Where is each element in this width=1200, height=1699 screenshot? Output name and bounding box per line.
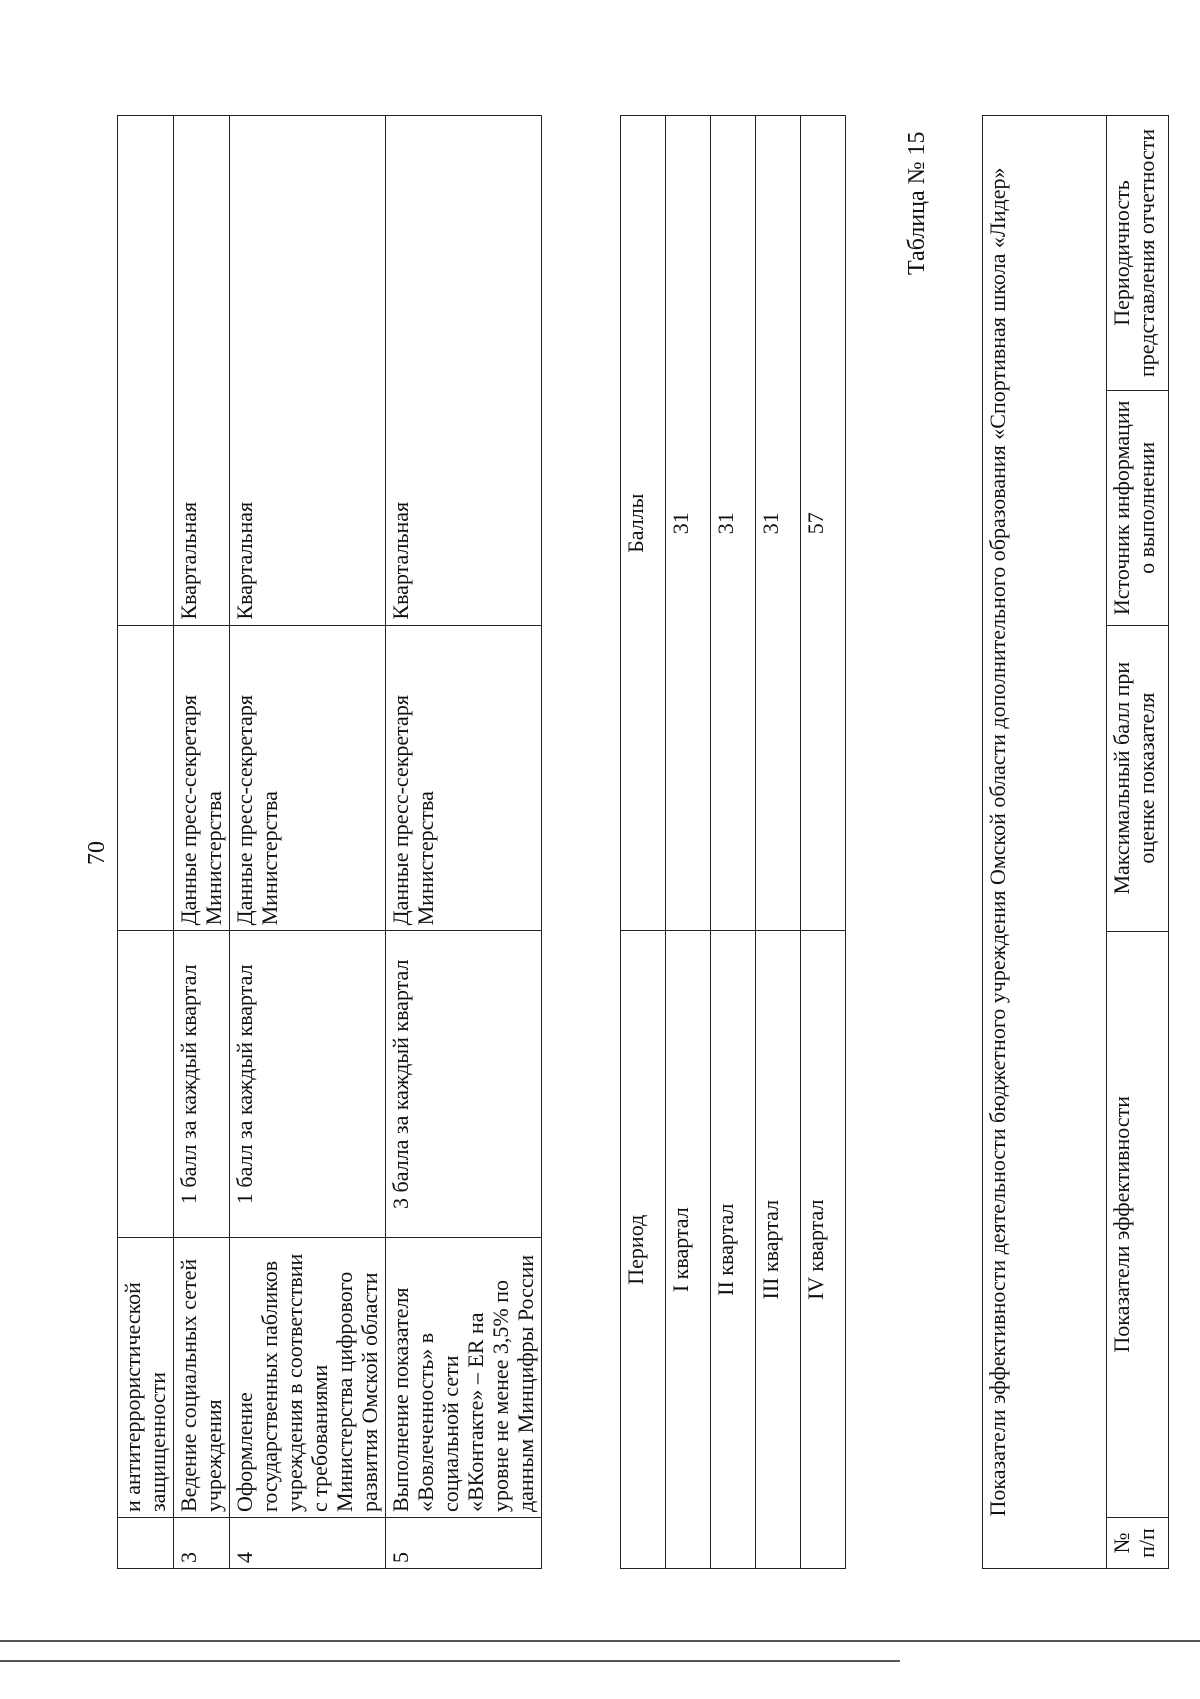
row-number: 5 — [386, 1518, 542, 1569]
period-cell — [118, 116, 174, 626]
period-header: Период — [621, 931, 666, 1569]
table-row — [230, 116, 386, 1569]
indicator-cell: Выполнение показателя «Вовлеченность» в социальной сети «ВКонтакте» – ER на уровне не менее 3,5% по данным Минцифры России — [386, 1238, 542, 1518]
score-cell: 1 балл за каждый квартал — [230, 931, 386, 1238]
indicators-table-continued — [117, 115, 542, 1569]
quarter-scores-table — [620, 115, 846, 1569]
table-title: Показатели эффективности деятельности бюджетного учреждения Омской области дополнительного образования «Спортивная школа «Лидер» — [983, 116, 1107, 1569]
source-cell: Данные пресс-секретаря Министерства — [230, 625, 386, 931]
source-cell: Данные пресс-секретаря Министерства — [386, 625, 542, 931]
table-row — [666, 116, 711, 1569]
period-cell: Квартальная — [230, 116, 386, 626]
table-row — [118, 116, 174, 1569]
page-number: 70 — [84, 841, 110, 865]
points-cell: 31 — [711, 116, 756, 931]
scan-edge-line — [0, 1660, 900, 1662]
indicator-cell: Ведение социальных сетей учреждения — [174, 1238, 230, 1518]
score-cell — [118, 931, 174, 1238]
table-row — [801, 116, 846, 1569]
points-cell: 57 — [801, 116, 846, 931]
period-cell: III квартал — [756, 931, 801, 1569]
table-header-row — [621, 116, 666, 1569]
table-row — [386, 116, 542, 1569]
table-title-row — [983, 116, 1107, 1569]
table-row — [174, 116, 230, 1569]
source-cell: Данные пресс-секретаря Министерства — [174, 625, 230, 931]
row-number: 3 — [174, 1518, 230, 1569]
period-cell: Квартальная — [174, 116, 230, 626]
points-header: Баллы — [621, 116, 666, 931]
period-cell: II квартал — [711, 931, 756, 1569]
indicator-cell: и антитеррористической защищенности — [118, 1238, 174, 1518]
row-number — [118, 1518, 174, 1569]
period-cell: IV квартал — [801, 931, 846, 1569]
table-header-row — [1107, 116, 1169, 1569]
score-cell: 3 балла за каждый квартал — [386, 931, 542, 1238]
table-number: Таблица № 15 — [904, 131, 930, 275]
score-cell: 1 балл за каждый квартал — [174, 931, 230, 1238]
indicator-cell: Оформление государственных пабликов учреждения в соответствии с требованиями Министерства цифрового развития Омской области — [230, 1238, 386, 1518]
scan-edge-line — [0, 1640, 1200, 1642]
points-cell: 31 — [756, 116, 801, 931]
max-score-header: Максимальный балл при оценке показателя — [1107, 625, 1169, 931]
table-row — [711, 116, 756, 1569]
row-number: 4 — [230, 1518, 386, 1569]
table-row — [756, 116, 801, 1569]
num-header: № п/п — [1107, 1518, 1169, 1569]
efficiency-indicators-table — [982, 115, 1169, 1569]
source-cell — [118, 625, 174, 931]
period-cell: Квартальная — [386, 116, 542, 626]
points-cell: 31 — [666, 116, 711, 931]
period-header: Периодичность представления отчетности — [1107, 116, 1169, 391]
period-cell: I квартал — [666, 931, 711, 1569]
indicator-header: Показатели эффективности — [1107, 931, 1169, 1517]
source-header: Источник информации о выполнении — [1107, 390, 1169, 625]
